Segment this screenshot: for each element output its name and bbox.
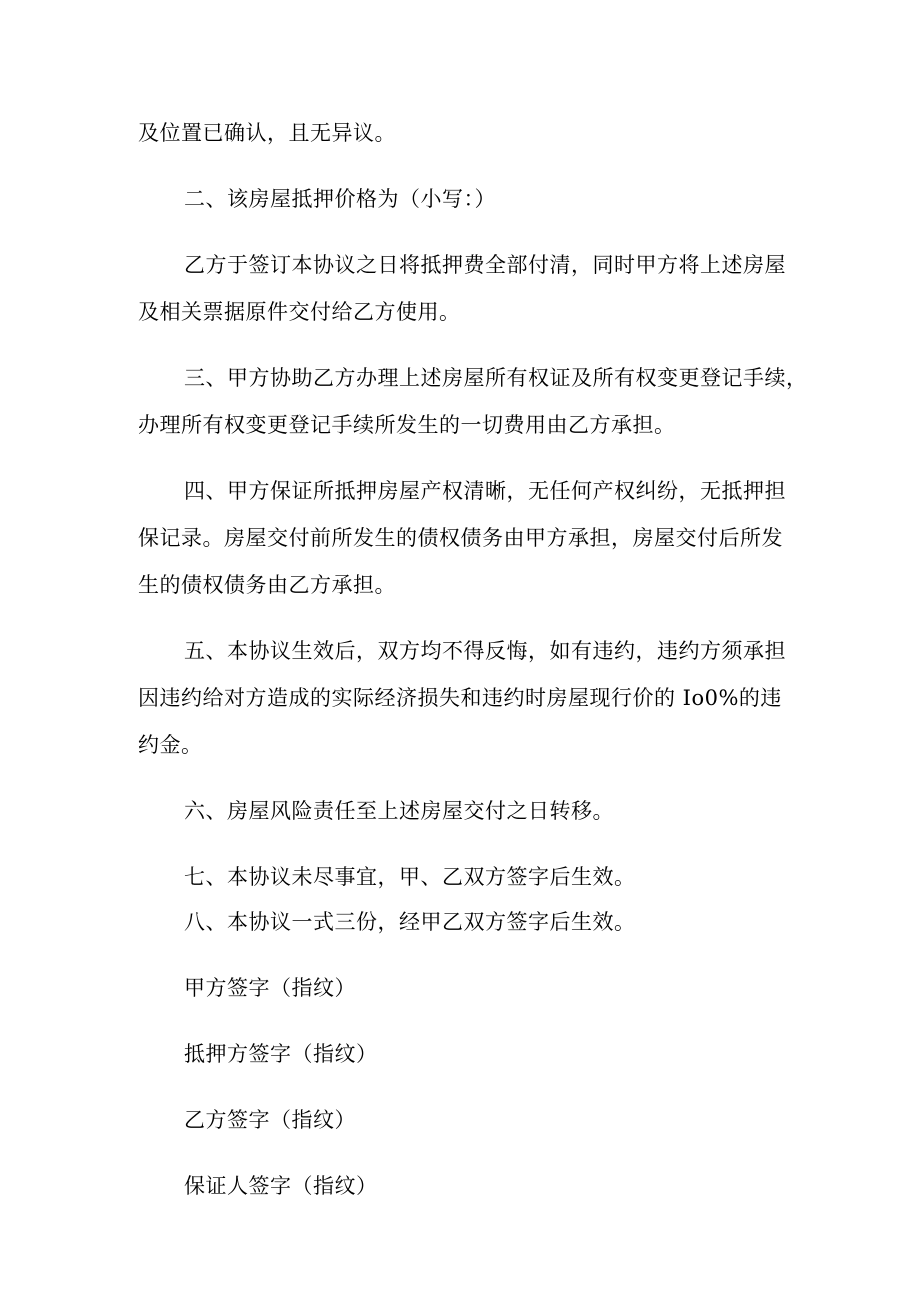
clause-4-heading: 四、甲方保证所抵押房屋产权清晰，无任何产权纠纷，无抵押担 (184, 479, 786, 503)
clause-6-heading: 六、房屋风险责任至上述房屋交付之日转移。 (184, 799, 614, 823)
clause-line: 约金。 (138, 733, 203, 757)
clause-3-heading: 三、甲方协助乙方办理上述房屋所有权证及所有权变更登记手续， (184, 366, 808, 390)
clause-line: 乙方于签订本协议之日将抵押费全部付清，同时甲方将上述房屋 (184, 253, 786, 277)
clause-line: 及位置已确认，且无异议。 (138, 121, 396, 145)
clause-2-heading: 二、该房屋抵押价格为（小写：） (184, 187, 496, 211)
clause-5-heading: 五、本协议生效后，双方均不得反悔，如有违约，违约方须承担 (184, 639, 786, 663)
clause-line: 保记录。房屋交付前所发生的债权债务由甲方承担，房屋交付后所发 (138, 526, 783, 550)
clause-line: 办理所有权变更登记手续所发生的一切费用由乙方承担。 (138, 413, 676, 437)
clause-line: 因违约给对方造成的实际经济损失和违约时房屋现行价的 Io0%的违 (138, 686, 782, 710)
clause-7-heading: 七、本协议未尽事宜，甲、乙双方签字后生效。 (184, 865, 636, 889)
signature-guarantor: 保证人签字（指纹） (184, 1174, 378, 1198)
signature-party-b: 乙方签字（指纹） (184, 1108, 356, 1132)
clause-8-heading: 八、本协议一式三份，经甲乙双方签字后生效。 (184, 910, 636, 934)
clause-line: 及相关票据原件交付给乙方使用。 (138, 300, 461, 324)
signature-party-a: 甲方签字（指纹） (184, 976, 356, 1000)
signature-mortgagor: 抵押方签字（指纹） (184, 1042, 378, 1066)
clause-line: 生的债权债务由乙方承担。 (138, 573, 396, 597)
